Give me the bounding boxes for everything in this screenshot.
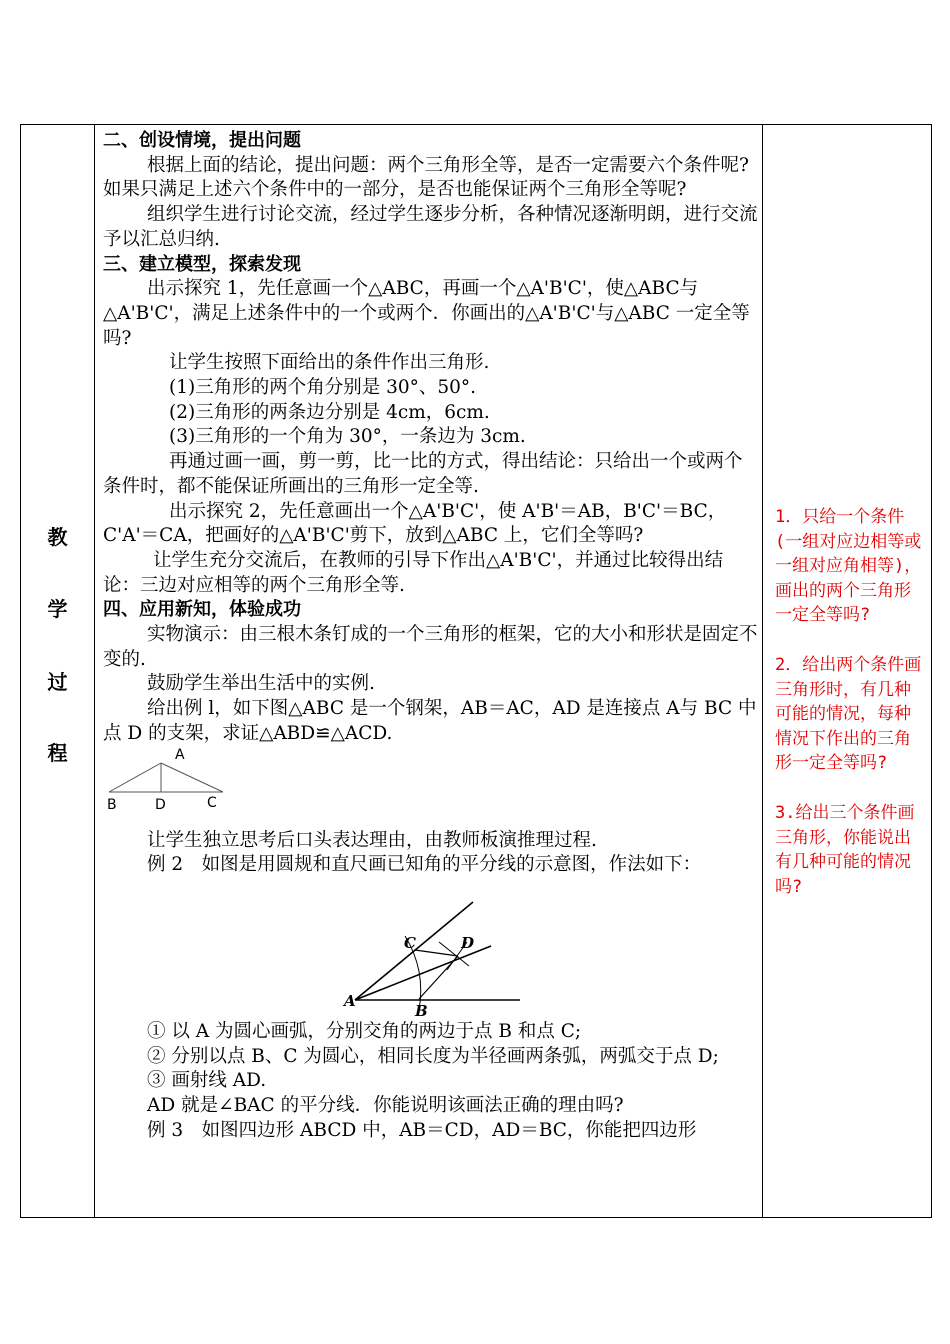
section-heading: 三、建立模型，探索发现: [103, 253, 301, 275]
paragraph: 让学生独立思考后口头表达理由，由教师板演推理过程.: [147, 829, 597, 851]
column-divider-left: [94, 125, 95, 1217]
step-item: ③ 画射线 AD.: [147, 1070, 267, 1092]
paragraph: 再通过画一画，剪一剪，比一比的方式，得出结论：只给出一个或两个条件时，都不能保证所画出的三角形一定全等.: [103, 451, 743, 497]
teacher-notes-column: [775, 505, 925, 924]
paragraph: 例 3 如图四边形 ABCD 中，AB＝CD，AD＝BC，你能把四边形: [147, 1119, 697, 1141]
condition-item: (3)三角形的一个角为 30°，一条边为 3cm.: [169, 426, 526, 448]
side-label-char: 程: [47, 741, 68, 765]
step-item: ② 分别以点 B、C 为圆心，相同长度为半径画两条弧，两弧交于点 D;: [147, 1045, 719, 1067]
paragraph: 给出例 l，如下图△ABC 是一个钢架，AB＝AC，AD 是连接点 A与 BC 中点 D 的支架，求证△ABD≌△ACD.: [103, 698, 757, 744]
note-item: 3.给出三个条件画三角形，你能说出有几种可能的情况吗?: [775, 802, 915, 897]
side-label-char: 教: [47, 525, 68, 549]
point-label-c: C: [207, 794, 217, 811]
paragraph: 让学生按照下面给出的条件作出三角形.: [169, 352, 490, 374]
note-item: 1．只给一个条件(一组对应边相等或一组对应角相等)，画出的两个三角形一定全等吗?: [775, 507, 922, 626]
side-label-char: 学: [47, 597, 68, 621]
condition-item: (1)三角形的两个角分别是 30°、50°.: [169, 377, 477, 399]
point-label-c: C: [404, 933, 416, 952]
point-label-d: D: [461, 933, 475, 952]
point-label-d: D: [155, 796, 166, 813]
paragraph: 例 2 如图是用圆规和直尺画已知角的平分线的示意图，作法如下：: [147, 854, 702, 876]
lesson-table: [20, 124, 932, 1218]
paragraph: AD 就是∠BAC 的平分线．你能说明该画法正确的理由吗?: [147, 1095, 624, 1117]
paragraph: 实物演示：由三根木条钉成的一个三角形的框架，它的大小和形状是固定不变的.: [103, 624, 758, 670]
point-label-b: B: [107, 796, 117, 813]
column-divider-right: [762, 125, 763, 1217]
paragraph: 组织学生进行讨论交流，经过学生逐步分析，各种情况逐渐明朗，进行交流予以汇总归纳.: [103, 204, 758, 250]
paragraph: 出示探究 2，先任意画出一个△A'B'C'，使 A'B'＝AB，B'C'＝BC，C'A'＝CA，把画好的△A'B'C'剪下，放到△ABC 上，它们全等吗?: [103, 500, 727, 547]
angle-bisector-figure: [103, 878, 759, 1020]
paragraph: 鼓励学生举出生活中的实例.: [147, 673, 375, 695]
side-label-column: [21, 125, 94, 1217]
triangle-frame-figure: [103, 747, 303, 829]
section-heading: 二、创设情境，提出问题: [103, 130, 301, 151]
point-label-a: A: [344, 991, 356, 1010]
lesson-content: [103, 129, 759, 1144]
point-label-a: A: [175, 746, 185, 763]
condition-item: (2)三角形的两条边分别是 4cm，6cm.: [169, 401, 490, 423]
side-label-char: 过: [47, 670, 68, 694]
paragraph: 出示探究 1，先任意画一个△ABC，再画一个△A'B'C'，使△ABC与△A'B'C'，满足上述条件中的一个或两个．你画出的△A'B'C'与△ABC 一定全等吗?: [103, 278, 750, 349]
paragraph: 根据上面的结论，提出问题：两个三角形全等，是否一定需要六个条件呢?如果只满足上述六个条件中的一部分，是否也能保证两个三角形全等呢?: [103, 154, 749, 201]
step-item: ① 以 A 为圆心画弧，分别交角的两边于点 B 和点 C;: [147, 1020, 582, 1042]
paragraph: 让学生充分交流后，在教师的引导下作出△A'B'C'，并通过比较得出结论：三边对应相等的两个三角形全等.: [103, 549, 724, 596]
point-label-b: B: [415, 1001, 428, 1020]
note-item: 2．给出两个条件画三角形时，有几种可能的情况，每种情况下作出的三角形一定全等吗?: [775, 654, 922, 774]
section-heading: 四、应用新知，体验成功: [103, 599, 301, 621]
